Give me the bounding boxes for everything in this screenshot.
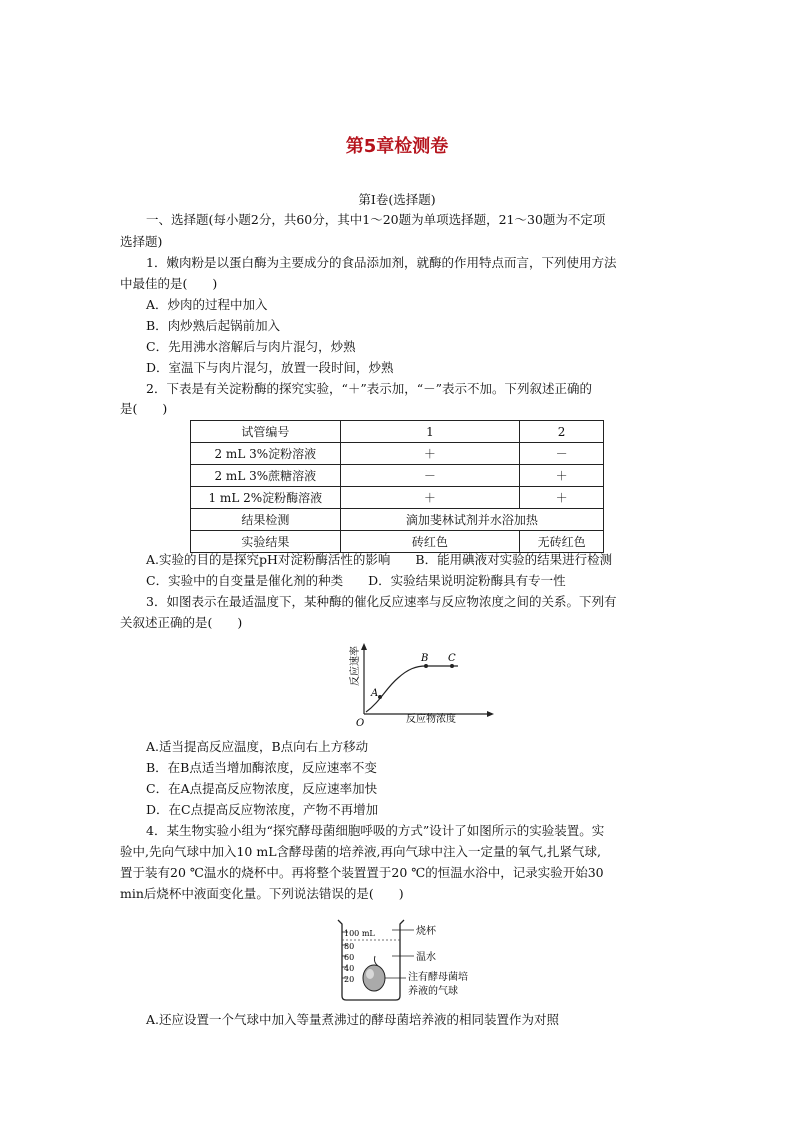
label-balloon-line1: 注有酵母菌培	[408, 972, 468, 983]
point-a-marker	[378, 695, 382, 699]
table-cell: ＋	[340, 487, 520, 509]
table-cell: －	[340, 465, 520, 487]
table-cell: ＋	[340, 443, 520, 465]
q1-option-d: D．室温下与肉片混匀，放置一段时间，炒熟	[146, 360, 394, 375]
scale-label: 100 mL	[344, 929, 375, 938]
table-cell: －	[520, 443, 604, 465]
instructions-line1: 一、选择题(每小题2分，共60分，其中1～20题为单项选择题，21～30题为不定项	[146, 212, 606, 227]
q1-stem-line1: 1．嫩肉粉是以蛋白酶为主要成分的食品添加剂，就酶的作用特点而言，下列使用方法	[146, 255, 617, 270]
label-water: 温水	[416, 952, 436, 963]
table-cell: 无砖红色	[520, 531, 604, 553]
q2-options-cd: C．实验中的自变量是催化剂的种类 D．实验结果说明淀粉酶具有专一性	[146, 573, 566, 588]
point-b-label: B	[421, 653, 429, 664]
section-heading: 第Ⅰ卷(选择题)	[358, 192, 436, 207]
table-cell: 滴加斐林试剂并水浴加热	[340, 509, 603, 531]
q4-stem-line1: 4．某生物实验小组为“探究酵母菌细胞呼吸的方式”设计了如图所示的实验装置。实	[146, 823, 605, 838]
experiment-table	[190, 420, 604, 553]
table-cell: 2 mL 3%淀粉溶液	[191, 443, 341, 465]
x-axis-label: 反应物浓度	[406, 714, 456, 725]
label-beaker: 烧杯	[416, 926, 436, 937]
table-cell: 1 mL 2%淀粉酶溶液	[191, 487, 341, 509]
scale-label: 40	[344, 964, 355, 973]
table-cell: 2 mL 3%蔗糖溶液	[191, 465, 341, 487]
table-cell: 结果检测	[191, 509, 341, 531]
y-axis-arrow	[361, 643, 367, 650]
q1-option-a: A．炒肉的过程中加入	[146, 297, 268, 312]
x-axis-arrow	[487, 711, 494, 717]
q4-option-a: A.还应设置一个气球中加入等量煮沸过的酵母菌培养液的相同装置作为对照	[146, 1012, 560, 1027]
q3-option-d: D．在C点提高反应物浓度，产物不再增加	[146, 802, 379, 817]
q3-option-a: A.适当提高反应温度，B点向右上方移动	[146, 739, 369, 754]
page-title: 第5章检测卷	[345, 136, 449, 157]
table-header-row	[191, 421, 604, 443]
q3-option-b: B．在B点适当增加酶浓度，反应速率不变	[146, 760, 377, 775]
q2-stem-line2: 是( )	[120, 401, 168, 416]
table-cell: 砖红色	[340, 531, 520, 553]
q4-stem-line3: 置于装有20 ℃温水的烧杯中。再将整个装置置于20 ℃的恒温水浴中，记录实验开始30	[120, 865, 604, 880]
beaker-apparatus-figure	[330, 912, 510, 1004]
scale-label: 20	[344, 975, 355, 984]
reaction-rate-graph	[340, 640, 500, 730]
table-cell: ＋	[520, 465, 604, 487]
table-row	[191, 509, 604, 531]
y-axis-label: 反应速率	[350, 646, 361, 686]
rate-curve	[366, 666, 458, 712]
scale-label: 60	[344, 953, 355, 962]
point-a-label: A	[371, 688, 379, 699]
point-b-marker	[424, 664, 428, 668]
scale-label: 80	[344, 942, 355, 951]
q1-option-c: C．先用沸水溶解后与肉片混匀，炒熟	[146, 339, 356, 354]
q3-stem-line2: 关叙述正确的是( )	[120, 615, 243, 630]
q2-options-ab: A.实验的目的是探究pH对淀粉酶活性的影响 B．能用碘液对实验的结果进行检测	[146, 552, 613, 567]
yeast-balloon	[363, 965, 385, 991]
table-cell: ＋	[520, 487, 604, 509]
point-c-marker	[450, 664, 454, 668]
label-balloon-line2: 养液的气球	[408, 986, 458, 997]
balloon-highlight	[366, 969, 374, 979]
table-row	[191, 465, 604, 487]
q1-stem-line2: 中最佳的是( )	[120, 276, 218, 291]
instructions-line2: 选择题)	[120, 234, 163, 249]
table-cell: 试管编号	[191, 421, 341, 443]
table-cell: 2	[520, 421, 604, 443]
table-cell: 实验结果	[191, 531, 341, 553]
table-cell: 1	[340, 421, 520, 443]
origin-label: O	[356, 718, 365, 729]
table-row	[191, 487, 604, 509]
q4-stem-line4: min后烧杯中液面变化量。下列说法错误的是( )	[120, 886, 404, 901]
balloon-neck	[374, 956, 378, 966]
q2-stem-line1: 2．下表是有关淀粉酶的探究实验，“＋”表示加，“－”表示不加。下列叙述正确的	[146, 381, 593, 396]
q1-option-b: B．肉炒熟后起锅前加入	[146, 318, 281, 333]
table-row	[191, 443, 604, 465]
q3-stem-line1: 3．如图表示在最适温度下，某种酶的催化反应速率与反应物浓度之间的关系。下列有	[146, 594, 617, 609]
q3-option-c: C．在A点提高反应物浓度，反应速率加快	[146, 781, 378, 796]
q4-stem-line2: 验中,先向气球中加入10 mL含酵母菌的培养液,再向气球中注入一定量的氧气,扎紧气球,	[120, 844, 601, 859]
point-c-label: C	[448, 653, 456, 664]
